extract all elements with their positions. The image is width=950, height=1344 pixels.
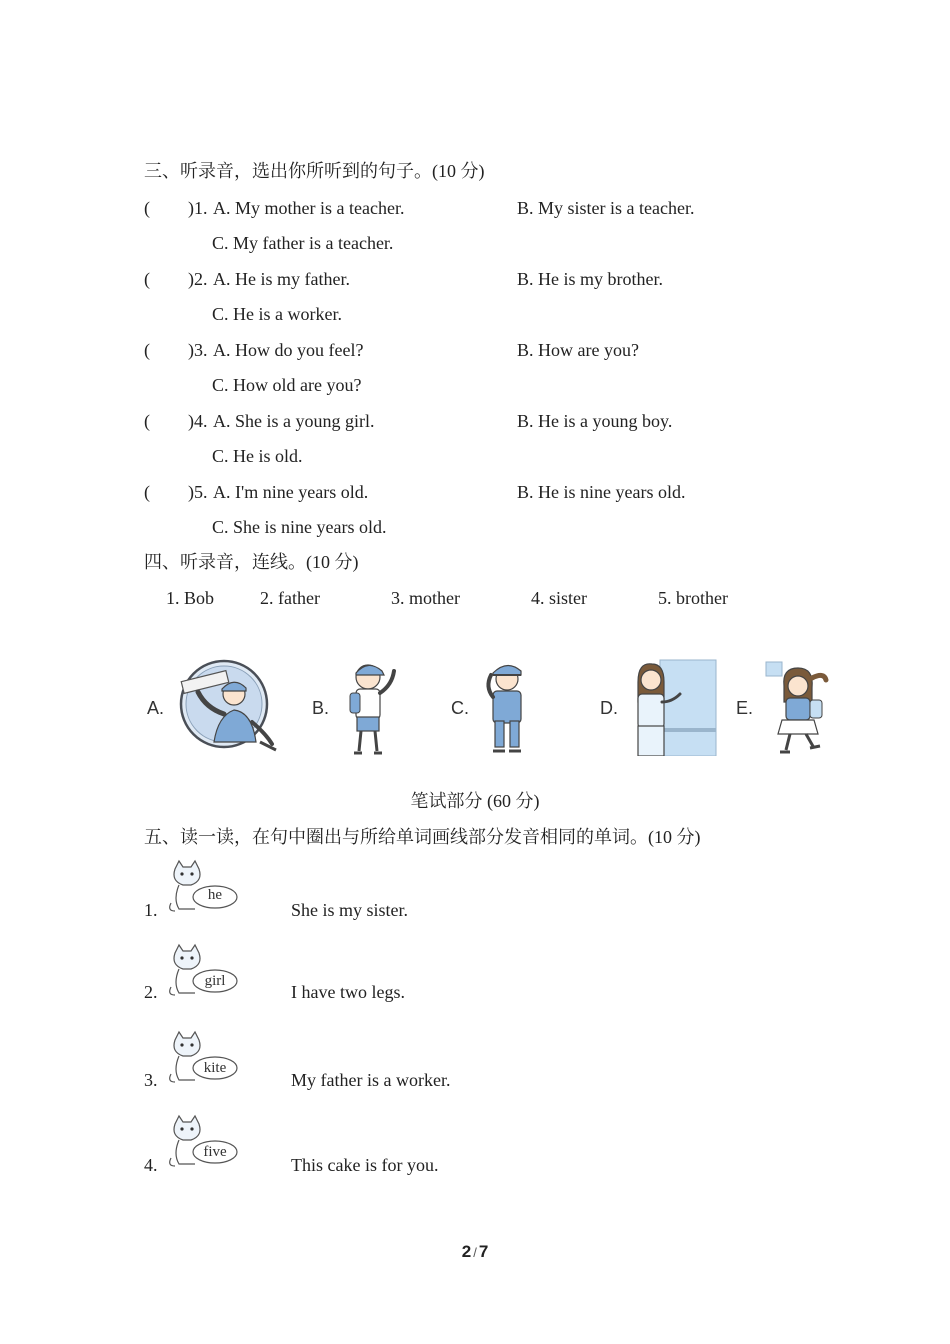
- cat-icon: [165, 1114, 241, 1170]
- boy-picture[interactable]: [342, 657, 404, 757]
- word-mother[interactable]: 3. mother: [391, 588, 460, 608]
- answer-bracket-4[interactable]: (: [144, 411, 150, 431]
- teacher-picture[interactable]: [630, 658, 718, 756]
- section5-title: 五、读一读，在句中圈出与所给单词画线部分发音相同的单词。(10 分): [144, 827, 701, 847]
- question-number-2: )2.: [188, 269, 208, 289]
- item-number-2: 2.: [144, 982, 158, 1002]
- word-father[interactable]: 2. father: [260, 588, 320, 608]
- target-word-4: five: [203, 1144, 227, 1160]
- option-1a: A. My mother is a teacher.: [213, 198, 405, 218]
- section4-title: 四、听录音，连线。(10 分): [144, 552, 359, 572]
- total-pages: 7: [478, 1242, 489, 1261]
- option-1c: C. My father is a teacher.: [212, 233, 394, 253]
- answer-bracket-1[interactable]: (: [144, 198, 150, 218]
- picture-label-b: B.: [312, 698, 330, 718]
- page-separator: /: [473, 1245, 477, 1260]
- current-page: 2: [461, 1242, 472, 1261]
- option-2a: A. He is my father.: [213, 269, 350, 289]
- option-4b: B. He is a young boy.: [517, 411, 673, 431]
- option-1b: B. My sister is a teacher.: [517, 198, 695, 218]
- worker-picture[interactable]: [176, 658, 282, 754]
- answer-bracket-5[interactable]: (: [144, 482, 150, 502]
- option-2c: C. He is a worker.: [212, 304, 342, 324]
- sentence-3[interactable]: My father is a worker.: [291, 1070, 451, 1090]
- sentence-4[interactable]: This cake is for you.: [291, 1155, 439, 1175]
- option-3c: C. How old are you?: [212, 375, 362, 395]
- answer-bracket-3[interactable]: (: [144, 340, 150, 360]
- cat-icon: [165, 943, 241, 999]
- item-number-3: 3.: [144, 1070, 158, 1090]
- question-number-1: )1.: [188, 198, 208, 218]
- picture-label-e: E.: [736, 698, 754, 718]
- option-3b: B. How are you?: [517, 340, 639, 360]
- cat-icon: [165, 1030, 241, 1086]
- target-word-3: kite: [203, 1060, 227, 1076]
- question-number-3: )3.: [188, 340, 208, 360]
- written-part-title: 笔试部分 (60 分): [410, 791, 540, 811]
- question-number-5: )5.: [188, 482, 208, 502]
- police-officer-picture[interactable]: [481, 657, 531, 757]
- item-number-4: 4.: [144, 1155, 158, 1175]
- cat-word-card-4: [165, 1114, 241, 1170]
- answer-bracket-2[interactable]: (: [144, 269, 150, 289]
- option-5c: C. She is nine years old.: [212, 517, 387, 537]
- option-5a: A. I'm nine years old.: [213, 482, 369, 502]
- cat-word-card-2: [165, 943, 241, 999]
- girl-picture[interactable]: [764, 658, 830, 756]
- item-number-1: 1.: [144, 900, 158, 920]
- option-4c: C. He is old.: [212, 446, 303, 466]
- target-word-1: he: [207, 887, 223, 903]
- question-number-4: )4.: [188, 411, 208, 431]
- option-2b: B. He is my brother.: [517, 269, 663, 289]
- word-sister[interactable]: 4. sister: [531, 588, 587, 608]
- cat-word-card-3: [165, 1030, 241, 1086]
- picture-label-c: C.: [451, 698, 469, 718]
- word-brother[interactable]: 5. brother: [658, 588, 728, 608]
- option-5b: B. He is nine years old.: [517, 482, 686, 502]
- word-bob[interactable]: 1. Bob: [166, 588, 215, 608]
- section3-title: 三、听录音，选出你所听到的句子。(10 分): [144, 161, 485, 181]
- option-4a: A. She is a young girl.: [213, 411, 375, 431]
- page-number: [0, 1242, 950, 1262]
- option-3a: A. How do you feel?: [213, 340, 364, 360]
- sentence-2[interactable]: I have two legs.: [291, 982, 405, 1002]
- picture-label-a: A.: [147, 698, 165, 718]
- target-word-2: girl: [204, 973, 226, 989]
- cat-word-card-1: [165, 859, 241, 915]
- sentence-1[interactable]: She is my sister.: [291, 900, 409, 920]
- picture-label-d: D.: [600, 698, 618, 718]
